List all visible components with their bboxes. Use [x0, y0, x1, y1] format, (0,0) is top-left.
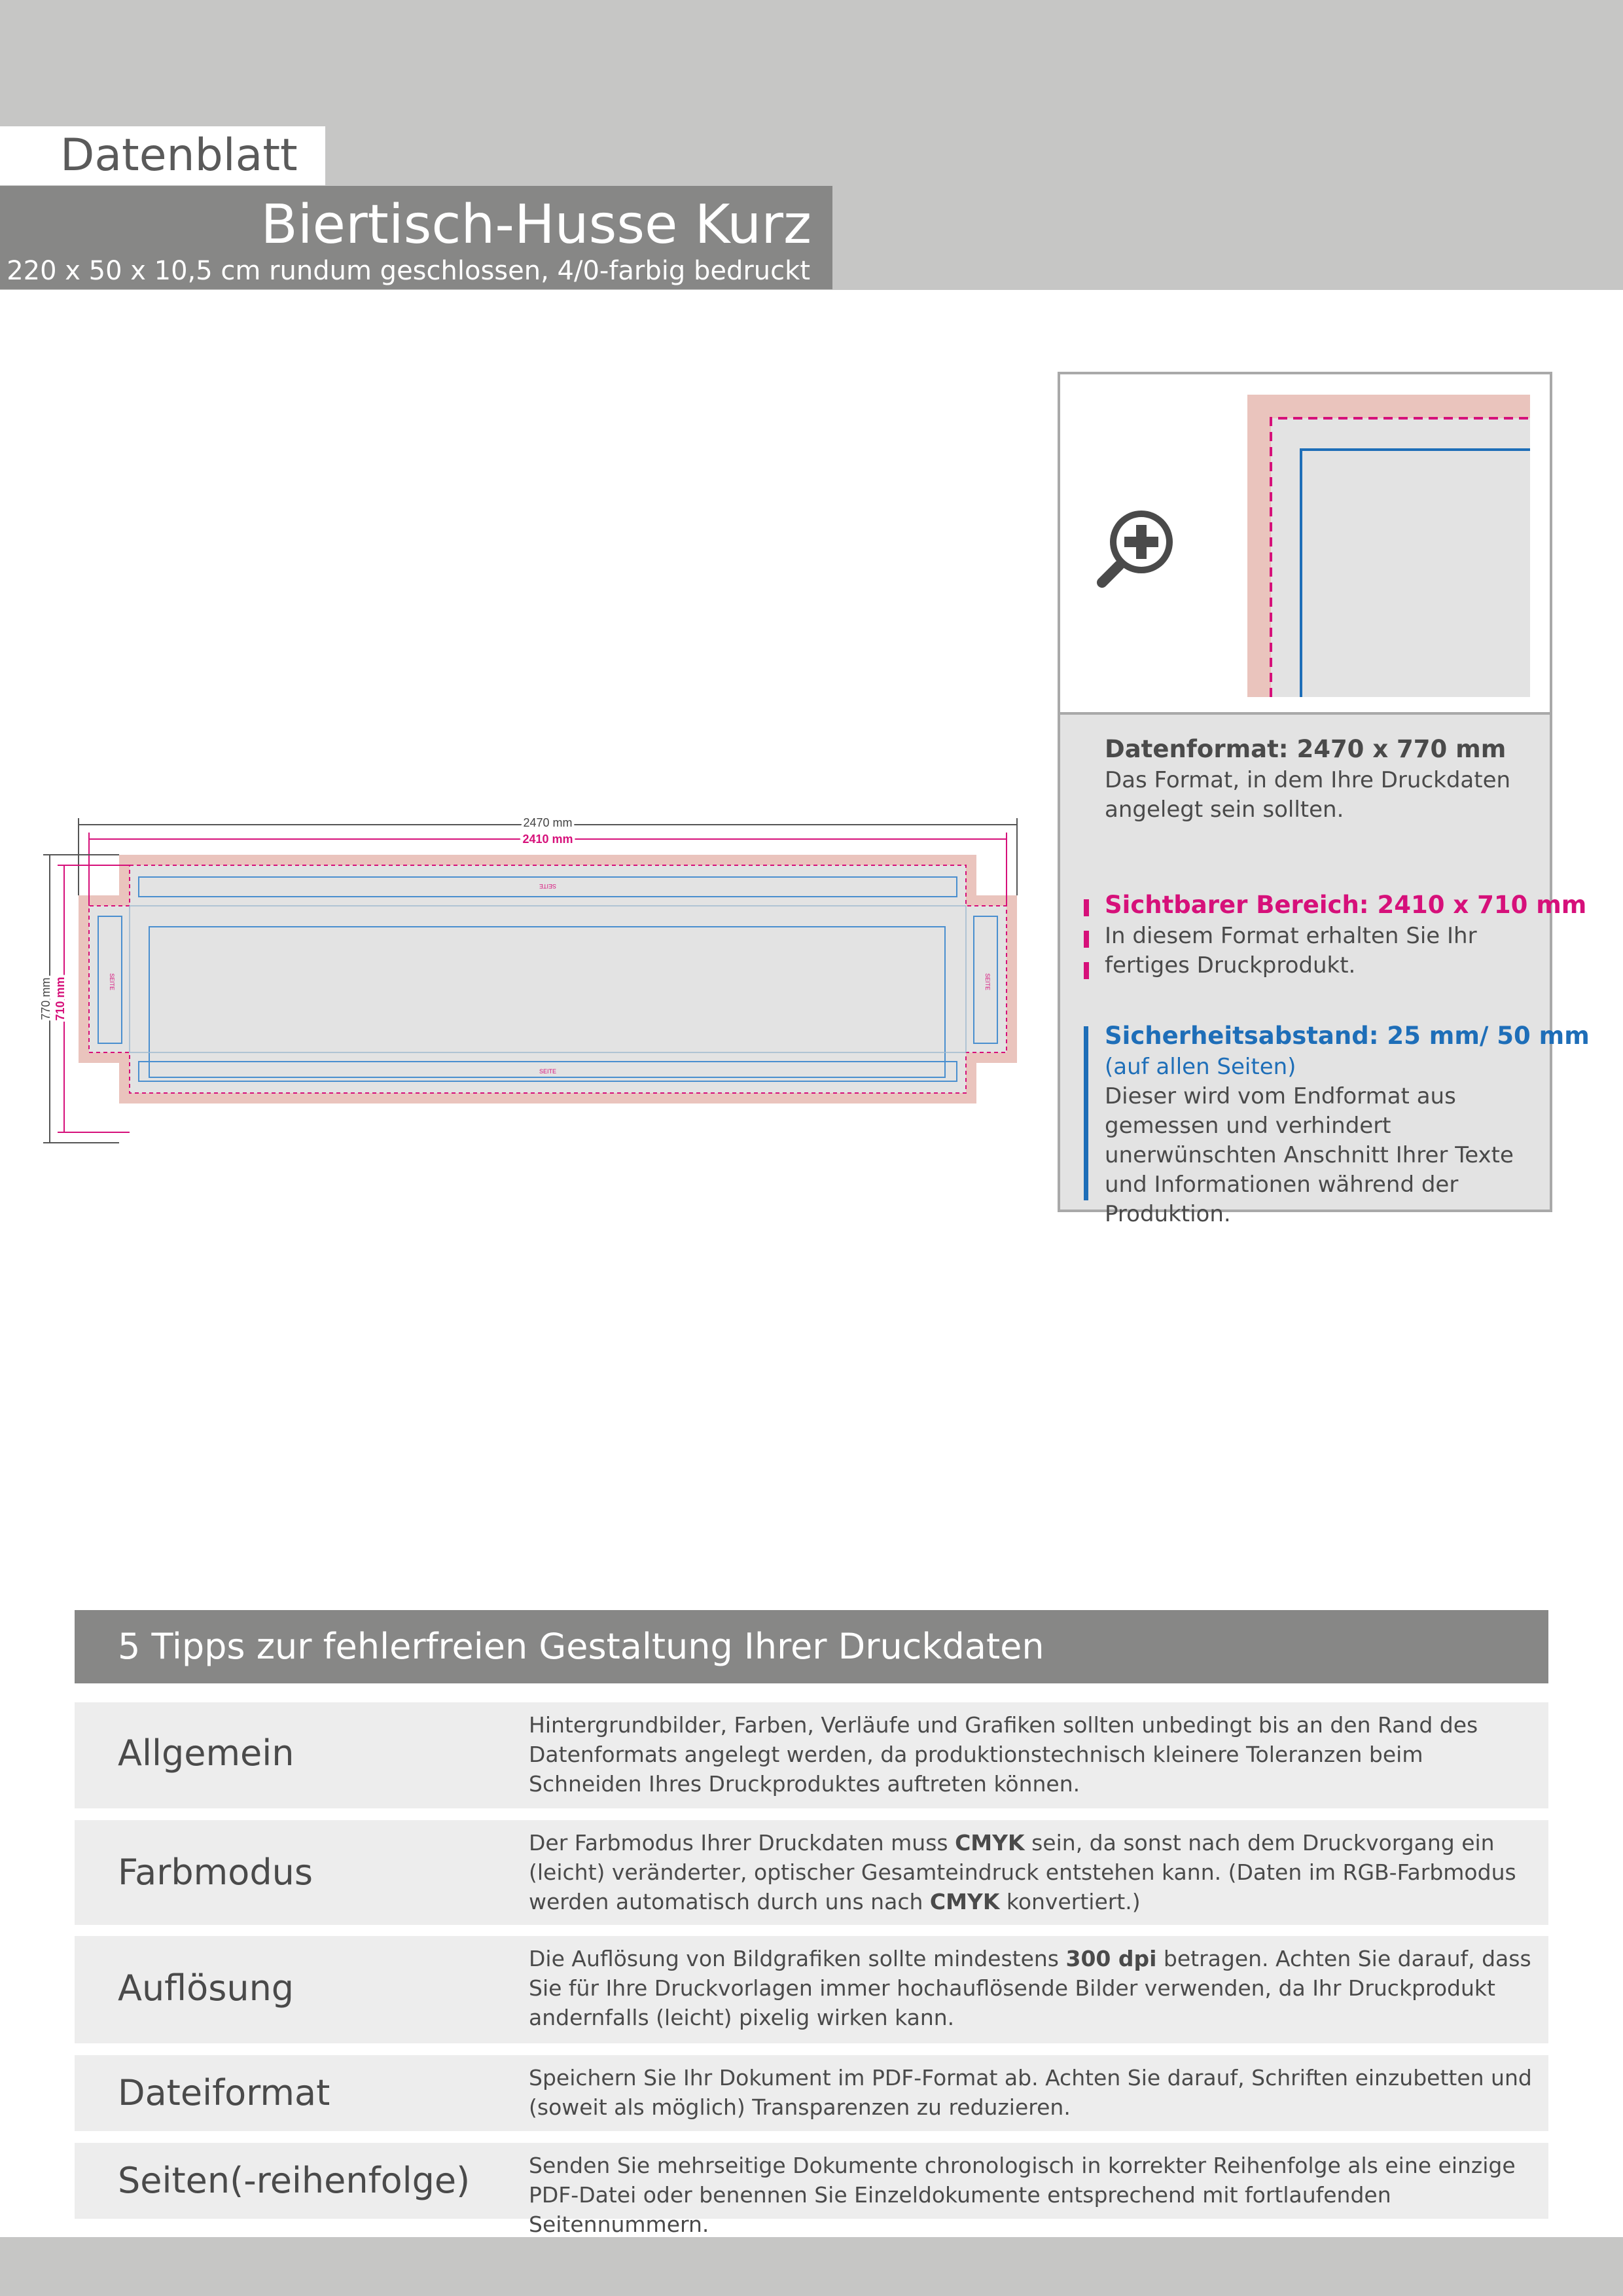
sichtbar-text: In diesem Format erhalten Sie Ihr fertiges Druckprodukt.: [1105, 923, 1477, 978]
tip-row: [75, 1702, 1548, 1808]
zoom-in-icon[interactable]: [1097, 507, 1182, 592]
visible-marker: [1084, 931, 1089, 948]
footer-band: [0, 2237, 1623, 2296]
tip-text: Speichern Sie Ihr Dokument im PDF-Format ab. Achten Sie darauf, Schriften einzubetten und (soweit als möglich) Transparenzen zu reduzieren.: [529, 2065, 1532, 2120]
datenformat-text: Das Format, in dem Ihre Druckdaten angelegt sein sollten.: [1105, 767, 1511, 823]
title-box: [0, 186, 832, 289]
sicherheit-block: [1105, 1020, 1590, 1229]
safety-marker: [1084, 1026, 1088, 1200]
tip-row: [75, 2143, 1548, 2237]
tip-row: [75, 1936, 1548, 2043]
layout-diagram: [0, 812, 1047, 1165]
sichtbar-heading: Sichtbarer Bereich: 2410 x 710 mm: [1105, 891, 1587, 919]
doc-label: Datenblatt: [0, 126, 325, 185]
side-label-right: SEITE: [984, 973, 991, 991]
side-label-left: SEITE: [109, 973, 115, 991]
tip-text: Der Farbmodus Ihrer Druckdaten muss CMYK sein, da sonst nach dem Druckvorgang ein (leicht) veränderter, optischer Gesamteindruck entstehen kann. (Daten im RGB-Farbmodus werden automatisch durch uns nach CMYK konvertiert.): [529, 1830, 1516, 1914]
datenformat-block: [1105, 733, 1537, 825]
height-outer-label: 770 mm: [39, 977, 52, 1020]
sichtbar-block: [1105, 889, 1587, 980]
tip-text: Die Auflösung von Bildgrafiken sollte mindestens 300 dpi betragen. Achten Sie darauf, dass Sie für Ihre Druckvorlagen immer hochauflösende Bilder verwenden, da Ihr Druckprodukt andernfalls (leicht) pixelig wirken kann.: [529, 1946, 1531, 2030]
tip-label: Allgemein: [118, 1732, 294, 1774]
sicherheit-heading: Sicherheitsabstand: 25 mm/ 50 mm: [1105, 1022, 1590, 1050]
format-info-panel: [1058, 715, 1590, 1227]
sicherheit-text: Dieser wird vom Endformat aus gemessen und verhindert unerwünschten Anschnitt Ihrer Texte und Informationen während der Produktion.: [1105, 1083, 1514, 1227]
tip-row: [75, 1820, 1548, 1925]
sicherheit-sub: (auf allen Seiten): [1105, 1054, 1296, 1080]
tip-row: [75, 2055, 1548, 2131]
side-label-top: SEITE: [539, 883, 557, 889]
zoom-detail-panel: [1058, 372, 1552, 715]
tip-label: Dateiformat: [118, 2072, 330, 2113]
tip-label: Auflösung: [118, 1967, 294, 2009]
tip-text: Senden Sie mehrseitige Dokumente chronologisch in korrekter Reihenfolge als eine einzige PDF-Datei oder benennen Sie Einzeldokumente entsprechend mit fortlaufenden Seitennummern.: [529, 2153, 1516, 2237]
page-subtitle: 220 x 50 x 10,5 cm rundum geschlossen, 4/0-farbig bedruckt: [7, 256, 810, 286]
tips-heading: 5 Tipps zur fehlerfreien Gestaltung Ihrer Druckdaten: [75, 1610, 1548, 1683]
page-title: Biertisch-Husse Kurz: [260, 194, 812, 256]
tip-label: Seiten(-reihenfolge): [118, 2160, 471, 2201]
width-outer-label: 2470 mm: [523, 816, 573, 829]
panel-area: [89, 865, 1007, 1093]
tip-text: Hintergrundbilder, Farben, Verläufe und Grafiken sollten unbedingt bis an den Rand des Datenformats angelegt werden, da produktionstechnisch kleinere Toleranzen beim Schneiden Ihres Druckproduktes auftreten können.: [529, 1712, 1478, 1797]
visible-marker: [1084, 962, 1089, 979]
datenformat-heading: Datenformat: 2470 x 770 mm: [1105, 735, 1507, 763]
width-visible-label: 2410 mm: [522, 833, 573, 846]
side-label-bottom: SEITE: [539, 1068, 557, 1075]
visible-marker: [1084, 899, 1089, 916]
tip-label: Farbmodus: [118, 1852, 313, 1893]
height-visible-label: 710 mm: [54, 977, 67, 1021]
